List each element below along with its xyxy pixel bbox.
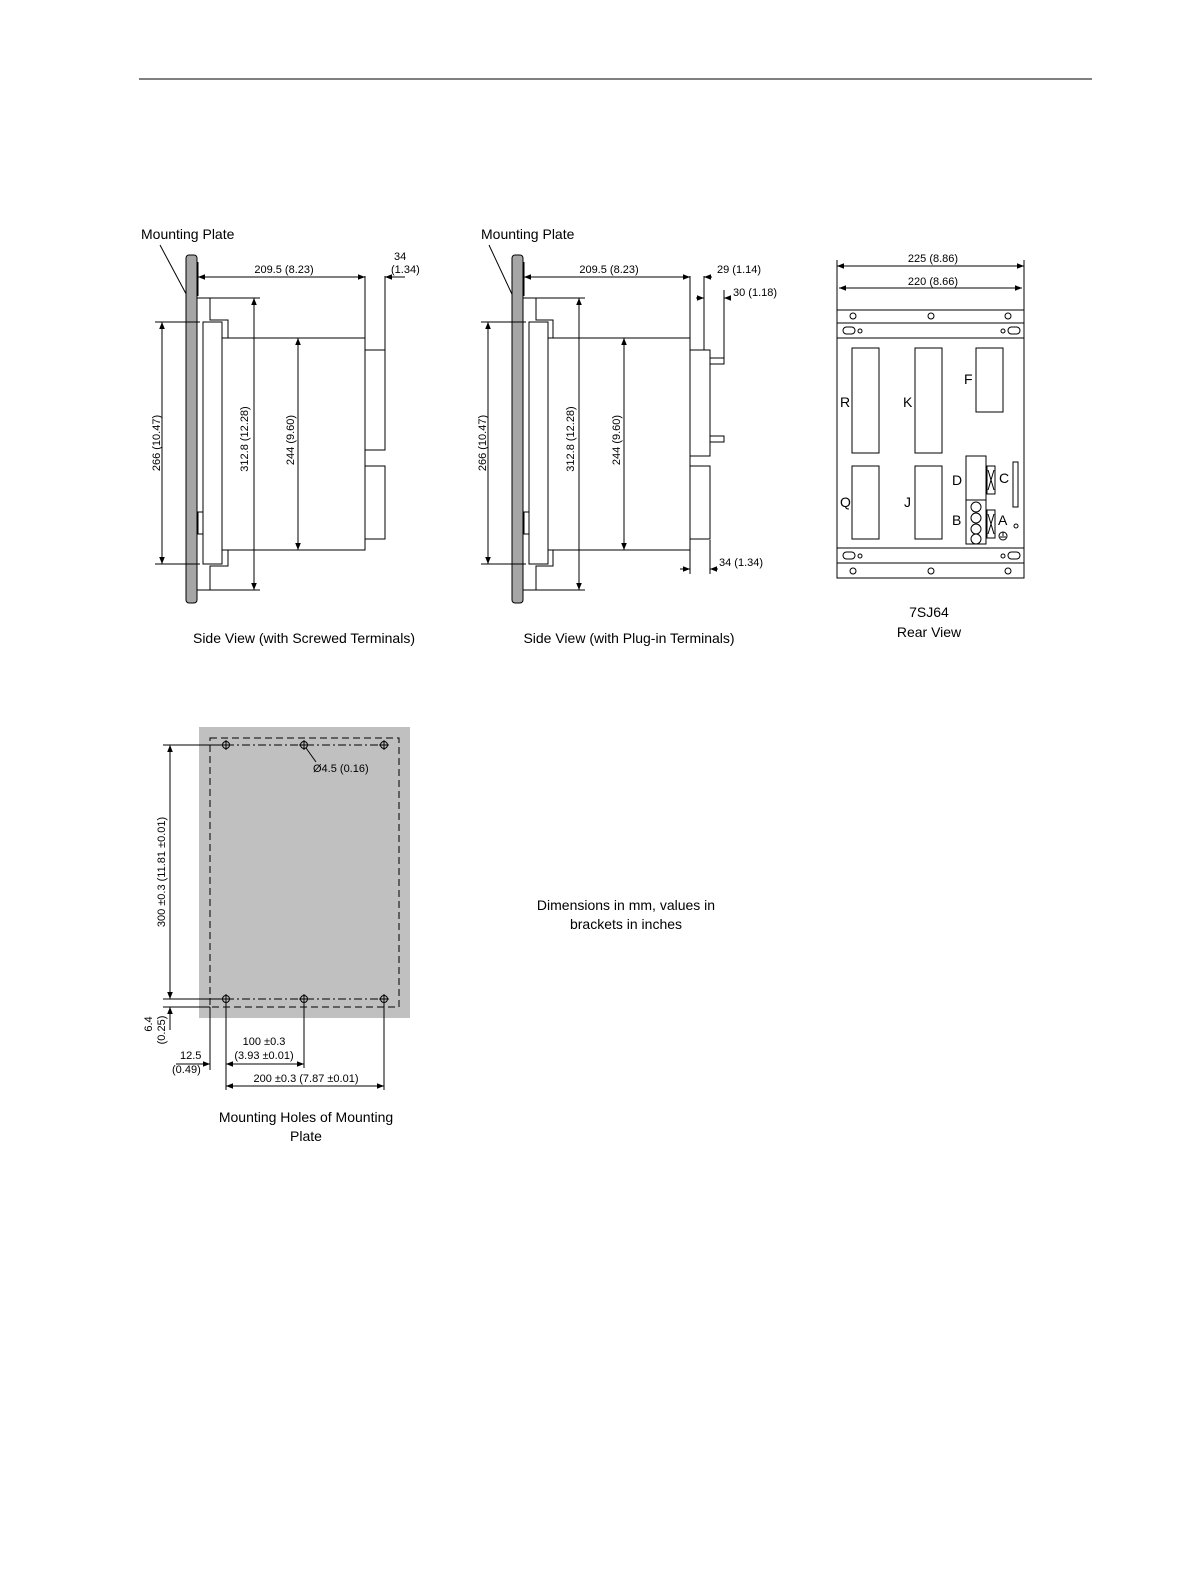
caption-rear-view: Rear View <box>896 624 962 640</box>
slot-r <box>852 348 879 453</box>
dim-terminal-text-1: 34 <box>394 251 407 263</box>
hole-dim-text: Ø4.5 (0.16) <box>313 763 369 775</box>
dim-half-text-1: 100 ±0.3 <box>242 1036 286 1048</box>
rear-housing <box>837 310 1024 578</box>
terminal-block-lower <box>365 466 385 539</box>
slot-label-r: R <box>840 394 851 410</box>
slot-label-j: J <box>904 494 911 510</box>
dim-left-height-text: 266 (10.47) <box>151 414 163 472</box>
dim-top-2-text: 30 (1.18) <box>733 287 778 299</box>
slot-label-c: C <box>999 470 1010 486</box>
caption-model: 7SJ64 <box>909 604 949 620</box>
slot-j <box>915 466 942 539</box>
dim-offset-text-2: (0.25) <box>156 1015 168 1045</box>
note-line-1: Dimensions in mm, values in <box>536 897 716 913</box>
dim-left-text-2: (0.49) <box>172 1064 201 1076</box>
mounting-plate-label-2: Mounting Plate <box>481 226 575 242</box>
front-detail-2 <box>524 512 529 534</box>
slot-f <box>976 348 1003 412</box>
front-frame <box>197 298 228 590</box>
terminal-block-lower-2 <box>690 466 710 539</box>
terminal-block-upper <box>365 350 385 450</box>
plug-pin-upper <box>710 358 724 364</box>
slot-b <box>966 500 986 544</box>
mounting-plate-panel <box>199 727 410 1018</box>
mounting-plate-2 <box>512 255 523 603</box>
mounting-plate <box>186 255 197 603</box>
caption-mounting-holes-2: Plate <box>290 1128 322 1144</box>
caption-mounting-holes-1: Mounting Holes of Mounting <box>218 1109 394 1125</box>
note-line-2: brackets in inches <box>569 916 683 932</box>
rear-view <box>837 260 1024 578</box>
dim-left-text-1: 12.5 <box>180 1050 202 1062</box>
side-connector <box>1013 462 1018 507</box>
dim-front-height-text-2: 312.8 (12.28) <box>565 406 577 472</box>
plug-pin-lower <box>710 436 724 442</box>
dim-depth-text: 209.5 (8.23) <box>254 264 314 276</box>
slot-label-k: K <box>903 394 913 410</box>
slot-d <box>966 456 986 500</box>
slot-q <box>852 466 879 539</box>
slot-label-a: A <box>998 512 1008 528</box>
dim-bottom-text: 34 (1.34) <box>719 557 764 569</box>
dim-half-text-2: (3.93 ±0.01) <box>234 1050 294 1062</box>
caption-side-view-screwed: Side View (with Screwed Terminals) <box>192 630 416 646</box>
dim-left-height-text-2: 266 (10.47) <box>477 414 489 472</box>
terminal-strip-2 <box>690 350 710 456</box>
front-detail <box>198 512 203 534</box>
slot-k <box>915 348 942 453</box>
dim-terminal-text-2: (1.34) <box>391 264 420 276</box>
front-panel-2 <box>529 322 548 564</box>
side-view-plugin <box>481 226 730 603</box>
dim-offset-text-1: 6.4 <box>143 1016 155 1032</box>
caption-side-view-plugin: Side View (with Plug-in Terminals) <box>523 630 735 646</box>
slot-label-d: D <box>952 472 963 488</box>
dim-front-height-text: 312.8 (12.28) <box>239 406 251 472</box>
mounting-plate-label: Mounting Plate <box>141 226 235 242</box>
slot-label-f: F <box>964 371 973 387</box>
side-view-screwed <box>141 226 405 603</box>
dim-case-height-text-2: 244 (9.60) <box>611 414 623 466</box>
dim-case-height-text: 244 (9.60) <box>285 414 297 466</box>
dim-inner-width-text: 220 (8.66) <box>907 276 959 288</box>
slot-label-b: B <box>952 512 962 528</box>
front-panel <box>203 322 222 564</box>
dim-height-text: 300 ±0.3 (11.81 ±0.01) <box>156 816 168 928</box>
slot-label-q: Q <box>840 494 851 510</box>
dim-outer-width-text: 225 (8.86) <box>907 253 959 265</box>
dim-full-text: 200 ±0.3 (7.87 ±0.01) <box>253 1073 359 1085</box>
dim-depth-text-2: 209.5 (8.23) <box>579 264 639 276</box>
dim-top-1-text: 29 (1.14) <box>717 264 762 276</box>
mounting-holes <box>163 727 410 1090</box>
